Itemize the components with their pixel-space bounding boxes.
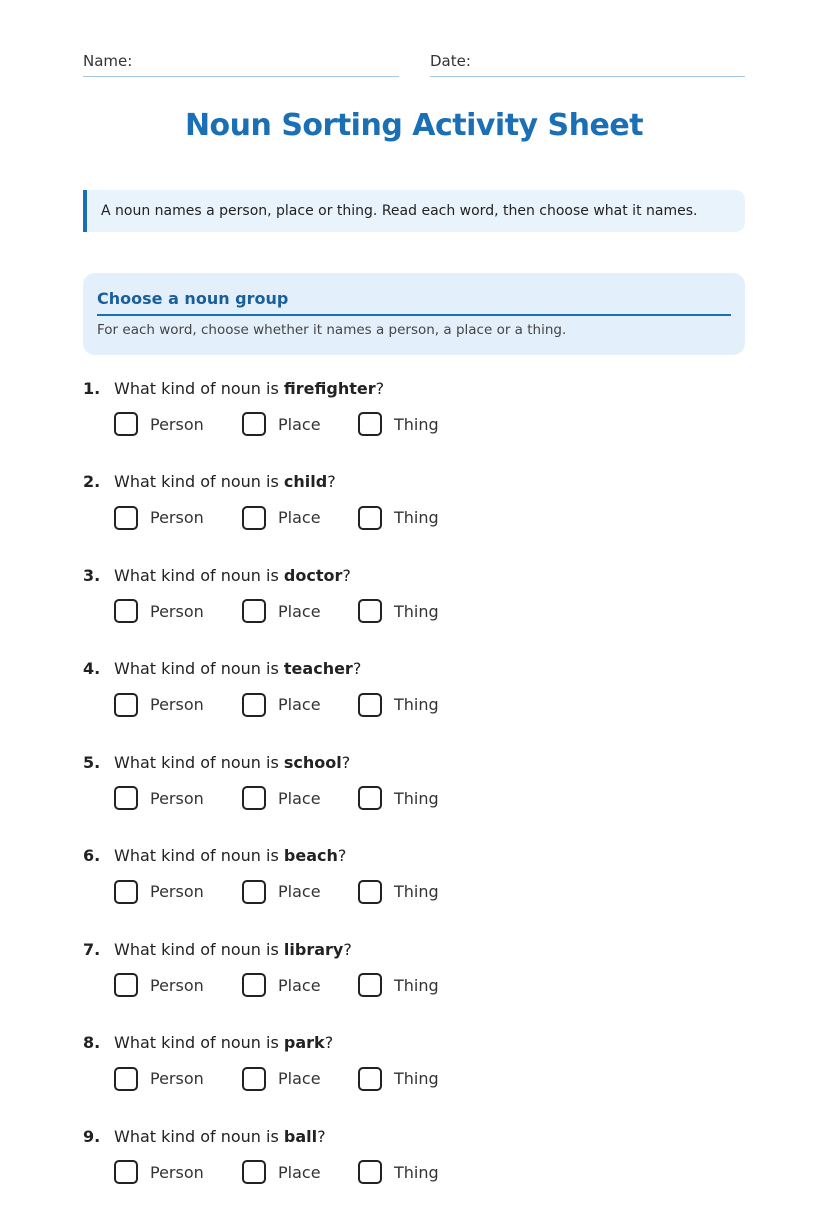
date-field[interactable] [430,52,745,77]
option-person[interactable] [114,1067,228,1091]
intro-text: A noun names a person, place or thing. Read each word, then choose what it names. [101,203,698,219]
checkbox[interactable] [358,973,382,997]
question-prefix: What kind of noun is [114,939,279,959]
answer-options [114,504,468,532]
question-item [83,657,745,751]
option-thing[interactable] [358,506,454,530]
checkbox[interactable] [358,412,382,436]
checkbox[interactable] [114,786,138,810]
question-prefix: What kind of noun is [114,846,279,865]
answer-options [114,597,468,625]
checkbox[interactable] [358,1160,382,1184]
checkbox[interactable] [358,506,382,530]
question-number: 5. [83,752,101,772]
answer-options [114,1158,468,1186]
option-label: Person [150,601,204,621]
option-label: Thing [394,601,439,621]
checkbox[interactable] [114,1067,138,1091]
question-text [83,1031,333,1055]
question-number: 7. [83,939,101,959]
question-suffix: ? [317,1126,326,1146]
option-label: Thing [394,1069,439,1088]
option-label: Person [150,1069,204,1088]
option-label: Thing [394,695,439,714]
option-label: Person [150,695,204,714]
option-thing[interactable] [358,786,454,810]
checkbox[interactable] [114,1160,138,1184]
question-text [83,376,384,400]
checkbox[interactable] [114,973,138,997]
option-thing[interactable] [358,1067,454,1091]
question-word: teacher [283,659,353,678]
option-label: Place [278,1069,321,1088]
option-place[interactable] [242,786,344,810]
option-label: Place [278,508,321,527]
option-label: Thing [394,414,439,434]
question-word: firefighter [283,378,376,398]
question-text [83,470,336,494]
page-title: Noun Sorting Activity Sheet [184,108,644,143]
option-label: Person [150,975,204,995]
question-number: 6. [83,846,101,865]
option-thing[interactable] [358,693,454,717]
question-word: beach [283,846,338,865]
option-label: Place [278,414,321,434]
option-person[interactable] [114,1160,228,1184]
question-item [83,937,745,1031]
question-list [83,376,745,1218]
option-place[interactable] [242,599,344,623]
option-thing[interactable] [358,412,454,436]
question-suffix: ? [352,659,362,678]
question-number: 3. [83,565,101,585]
option-person[interactable] [114,506,228,530]
option-person[interactable] [114,973,228,997]
question-item [83,563,745,657]
option-label: Place [278,788,321,808]
checkbox[interactable] [114,599,138,623]
question-suffix: ? [343,939,352,959]
name-field[interactable] [83,52,399,77]
question-word: child [283,472,328,491]
option-place[interactable] [242,506,344,530]
option-label: Thing [394,882,439,901]
question-text [83,937,352,961]
option-place[interactable] [242,412,344,436]
checkbox[interactable] [358,693,382,717]
option-label: Thing [394,788,439,808]
question-suffix: ? [327,472,336,491]
question-number: 9. [83,1126,101,1146]
option-place[interactable] [242,693,344,717]
checkbox[interactable] [242,599,266,623]
checkbox[interactable] [358,786,382,810]
checkbox[interactable] [114,693,138,717]
option-label: Place [278,975,321,995]
checkbox[interactable] [114,880,138,904]
answer-options [114,971,468,999]
option-thing[interactable] [358,1160,454,1184]
option-label: Place [278,1162,321,1182]
question-prefix: What kind of noun is [114,378,279,398]
question-text [83,563,351,587]
option-label: Thing [394,508,439,527]
question-suffix: ? [375,378,385,398]
option-label: Person [150,882,204,901]
option-label: Person [150,1162,204,1182]
section-box [83,273,745,355]
checkbox[interactable] [358,880,382,904]
option-label: Thing [394,975,439,995]
answer-options [114,878,468,906]
question-item [83,844,745,938]
checkbox[interactable] [242,1160,266,1184]
question-number: 2. [83,472,101,491]
question-suffix: ? [341,752,351,772]
question-suffix: ? [342,565,351,585]
option-place[interactable] [242,1160,344,1184]
section-heading: Choose a noun group [97,289,731,316]
checkbox[interactable] [242,1067,266,1091]
date-label: Date: [430,52,471,70]
option-thing[interactable] [358,599,454,623]
question-item [83,1031,745,1125]
option-label: Person [150,508,204,527]
section-instructions: For each word, choose whether it names a person, a place or a thing. [97,322,567,338]
question-word: doctor [283,565,343,585]
question-number: 1. [83,378,101,398]
option-person[interactable] [114,412,228,436]
option-label: Place [278,695,321,714]
question-text [83,1124,326,1148]
option-place[interactable] [242,1067,344,1091]
question-word: park [283,1033,325,1052]
option-person[interactable] [114,786,228,810]
option-person[interactable] [114,880,228,904]
question-number: 4. [83,659,101,678]
checkbox[interactable] [242,973,266,997]
answer-options [114,691,468,719]
question-suffix: ? [324,1033,334,1052]
question-item [83,470,745,564]
question-word: ball [283,1126,318,1146]
option-label: Thing [394,1162,439,1182]
question-prefix: What kind of noun is [114,1126,279,1146]
question-item [83,376,745,470]
question-item [83,750,745,844]
checkbox[interactable] [242,506,266,530]
name-label: Name: [83,52,133,70]
question-text [83,844,346,868]
option-label: Place [278,882,321,901]
option-person[interactable] [114,599,228,623]
checkbox[interactable] [242,880,266,904]
checkbox[interactable] [242,786,266,810]
option-label: Person [150,414,204,434]
checkbox[interactable] [242,412,266,436]
option-label: Person [150,788,204,808]
checkbox[interactable] [358,599,382,623]
option-thing[interactable] [358,880,454,904]
option-place[interactable] [242,880,344,904]
question-text [83,750,350,774]
question-prefix: What kind of noun is [114,1033,279,1052]
question-word: school [283,752,342,772]
option-thing[interactable] [358,973,454,997]
answer-options [114,1065,468,1093]
intro-callout [83,190,745,232]
answer-options [114,784,468,812]
question-word: library [283,939,344,959]
answer-options [114,410,468,438]
question-prefix: What kind of noun is [114,659,279,678]
question-prefix: What kind of noun is [114,752,279,772]
question-prefix: What kind of noun is [114,472,279,491]
question-suffix: ? [337,846,347,865]
checkbox[interactable] [242,693,266,717]
option-person[interactable] [114,693,228,717]
question-number: 8. [83,1033,101,1052]
checkbox[interactable] [114,412,138,436]
checkbox[interactable] [114,506,138,530]
option-place[interactable] [242,973,344,997]
checkbox[interactable] [358,1067,382,1091]
question-prefix: What kind of noun is [114,565,279,585]
option-label: Place [278,601,321,621]
question-text [83,657,361,681]
